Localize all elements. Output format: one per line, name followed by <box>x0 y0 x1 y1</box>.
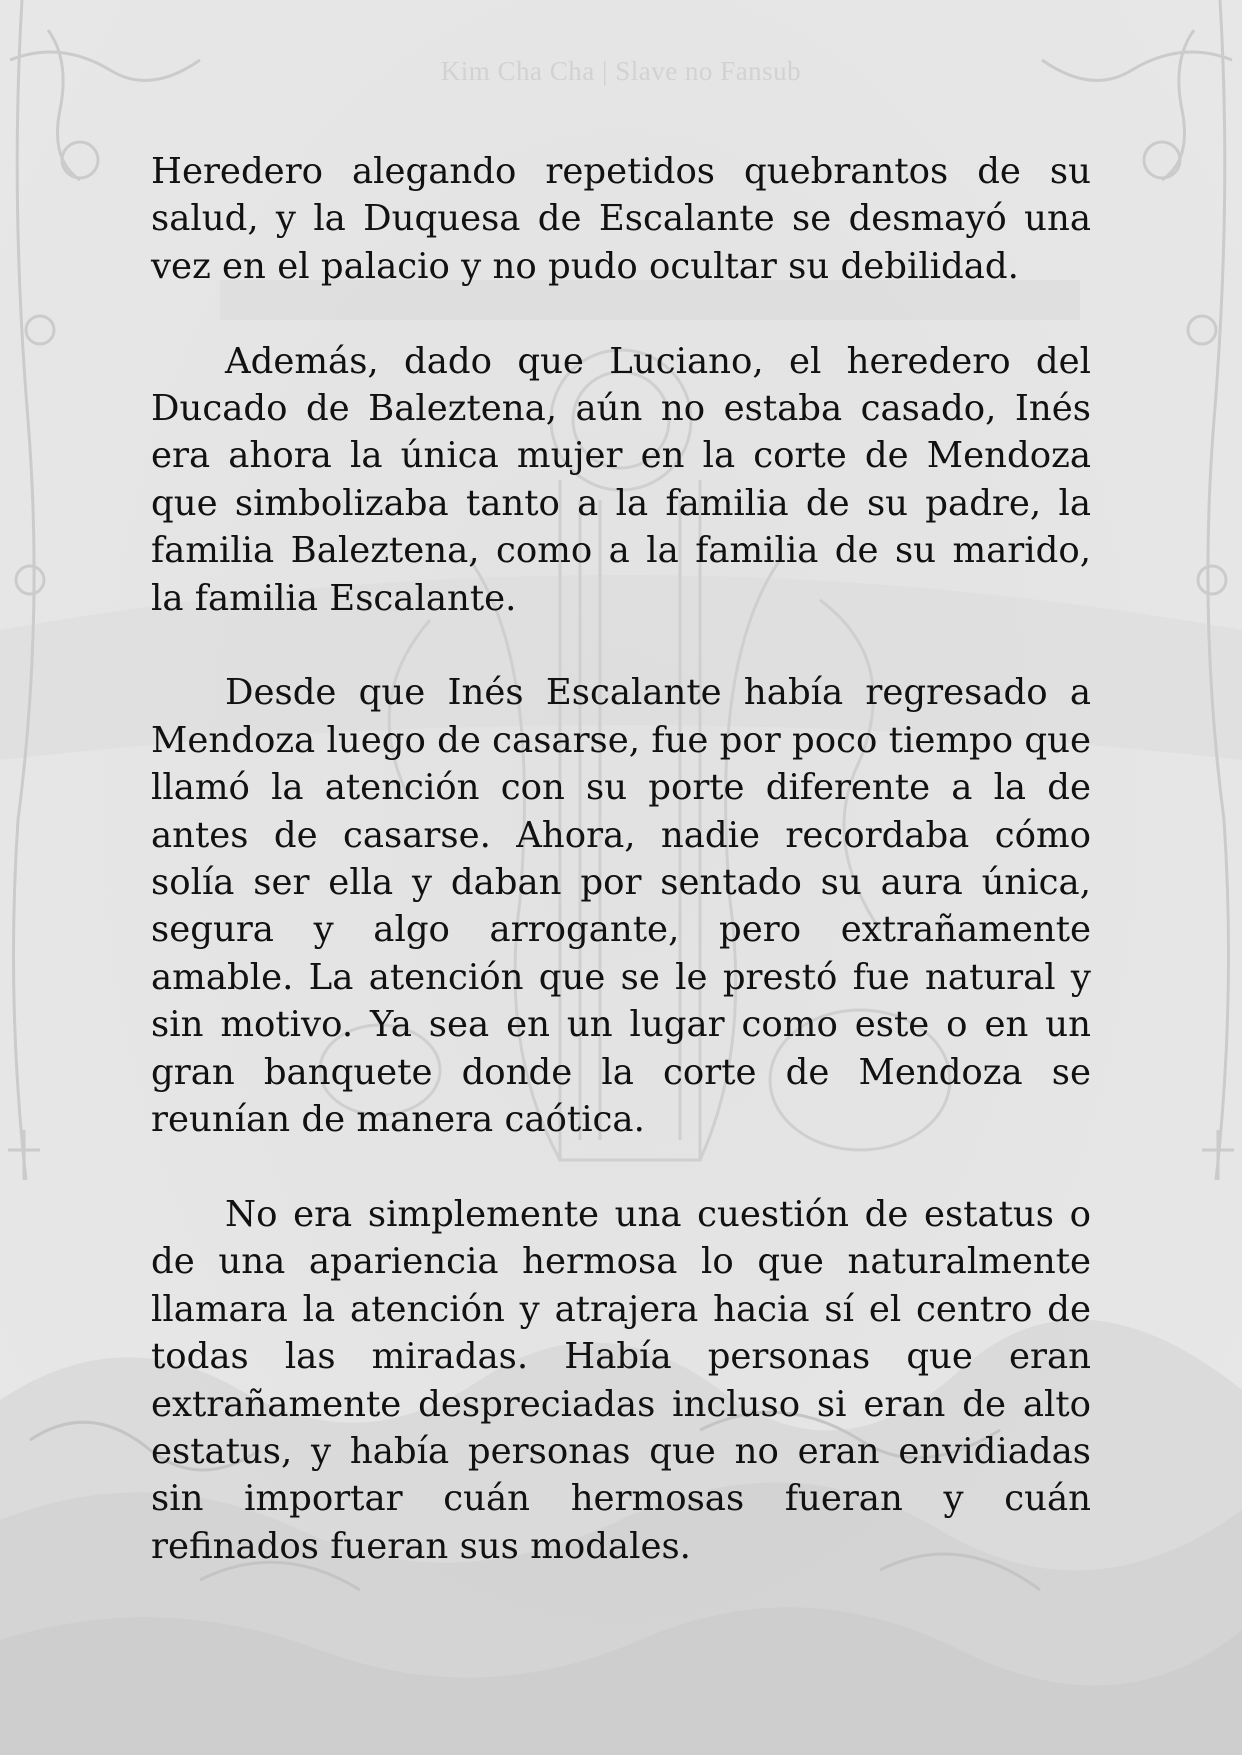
paragraph-1: Heredero alegando repetidos quebrantos de su salud, y la Duquesa de Escalante se desmayó una vez en el palacio y no pudo ocultar su debilidad. <box>151 151 1091 287</box>
paragraph-2: Además, dado que Luciano, el heredero del Ducado de Baleztena, aún no estaba casado, Inés era ahora la única mujer en la corte de Mendoza que simbolizaba tanto a la familia de su padre, la familia Baleztena, como a la familia de su marido, la familia Escalante. <box>151 340 1091 619</box>
paragraph-3: Desde que Inés Escalante había regresado a Mendoza luego de casarse, fue por poco tiempo que llamó la atención con su porte diferente a la de antes de casarse. Ahora, nadie recordaba cómo solía ser ella y daban por sentado su aura única, segura y algo arrogante, pero extrañamente amable. La atención que se le prestó fue natural y sin motivo. Ya sea en un lugar como este o en un gran banquete donde la corte de Mendoza se reunían de manera caótica. <box>151 672 1091 1141</box>
body-text <box>151 148 1091 1618</box>
paragraph-4: No era simplemente una cuestión de estatus o de una apariencia hermosa lo que naturalmente llamara la atención y atrajera hacia sí el centro de todas las miradas. Había personas que eran extrañamente despreciadas incluso si eran de alto estatus, y había personas que no eran envidiadas sin importar cuán hermosas fueran y cuán refinados fueran sus modales. <box>151 1193 1091 1567</box>
scanlation-watermark: Kim Cha Cha | Slave no Fansub <box>440 56 802 86</box>
